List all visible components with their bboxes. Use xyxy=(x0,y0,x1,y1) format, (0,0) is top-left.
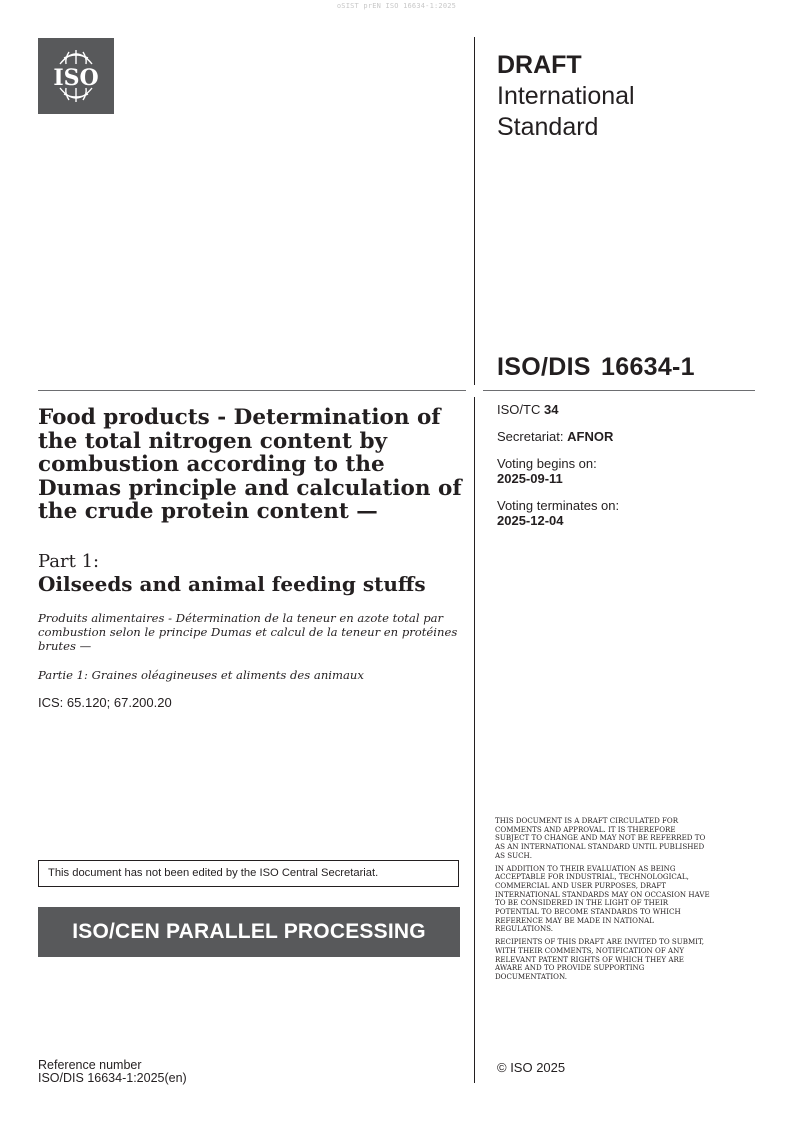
copyright: © ISO 2025 xyxy=(497,1060,566,1075)
draft-disclaimer xyxy=(495,817,710,986)
draft-label: DRAFT xyxy=(497,51,582,79)
standard-label: Standard xyxy=(497,113,599,141)
international-label: International xyxy=(497,82,635,110)
iso-globe-logo-icon xyxy=(38,38,114,114)
horizontal-divider-right xyxy=(483,390,755,391)
french-title: Produits alimentaires - Détermination de la teneur en azote total par combustion selon le principe Dumas et calcul de la teneur en protéines brutes — xyxy=(38,611,458,653)
svg-text:ISO: ISO xyxy=(53,65,99,91)
technical-committee: ISO/TC 34 xyxy=(497,402,559,417)
ics-codes: ICS: 65.120; 67.200.20 xyxy=(38,695,172,710)
document-type-heading xyxy=(497,50,635,143)
part-label: Part 1: xyxy=(38,551,100,572)
voting-terminates: Voting terminates on: 2025-12-04 xyxy=(497,498,620,528)
secretariat: Secretariat: AFNOR xyxy=(497,429,614,444)
vertical-divider-bottom xyxy=(474,397,475,1083)
editing-notice: This document has not been edited by the ISO Central Secretariat. xyxy=(38,860,459,887)
reference-label: Reference number xyxy=(38,1058,142,1072)
document-metadata xyxy=(497,402,619,540)
disclaimer-paragraph: IN ADDITION TO THEIR EVALUATION AS BEING ACCEPTABLE FOR INDUSTRIAL, TECHNOLOGICAL, COMMERCIAL AND USER PURPOSES, DRAFT INTERNATIONAL STANDARDS MAY ON OCCASION HAVE TO BE CONSIDERED IN THE LIGHT OF THEIR POTENTIAL TO BECOME STANDARDS TO WHICH REFERENCE MAY BE MADE IN NATIONAL REGULATIONS. xyxy=(495,863,710,934)
reference-number xyxy=(38,1059,187,1085)
reference-value: ISO/DIS 16634-1:2025(en) xyxy=(38,1071,187,1085)
part-heading xyxy=(38,551,468,595)
voting-begins: Voting begins on: 2025-09-11 xyxy=(497,456,597,486)
iso-logo xyxy=(38,38,114,114)
part-title: Oilseeds and animal feeding stuffs xyxy=(38,572,426,596)
disclaimer-paragraph: RECIPIENTS OF THIS DRAFT ARE INVITED TO SUBMIT, WITH THEIR COMMENTS, NOTIFICATION OF ANY RELEVANT PATENT RIGHTS OF WHICH THEY ARE AWARE AND TO PROVIDE SUPPORTING DOCUMENTATION. xyxy=(495,937,704,981)
disclaimer-paragraph: THIS DOCUMENT IS A DRAFT CIRCULATED FOR COMMENTS AND APPROVAL. IT IS THEREFORE SUBJECT TO CHANGE AND MAY NOT BE REFERRED TO AS AN INTERNATIONAL STANDARD UNTIL PUBLISHED AS SUCH. xyxy=(495,816,706,860)
document-title: Food products - Determination of the total nitrogen content by combustion according to the Dumas principle and calculation of the crude protein content — xyxy=(38,405,462,524)
parallel-processing-banner: ISO/CEN PARALLEL PROCESSING xyxy=(38,907,460,957)
french-part-title: Partie 1: Graines oléagineuses et aliments des animaux xyxy=(38,668,364,682)
document-number: ISO/DIS 16634-1 xyxy=(497,353,695,381)
vertical-divider-top xyxy=(474,37,475,385)
horizontal-divider-left xyxy=(38,390,466,391)
watermark: oSIST prEN ISO 16634-1:2025 xyxy=(336,2,457,10)
